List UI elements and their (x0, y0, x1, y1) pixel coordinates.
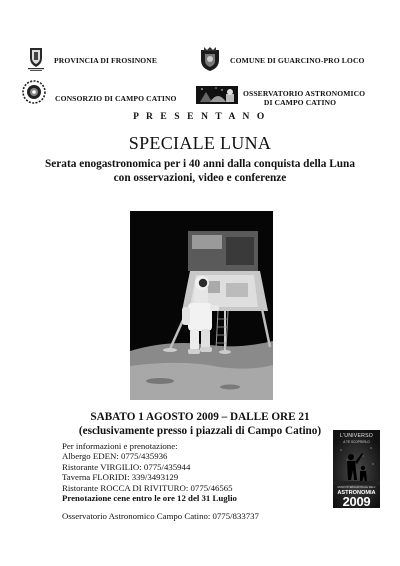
osservatorio-label (243, 89, 366, 107)
badge-year: 2009 (342, 494, 371, 508)
badge-astronomia: ASTRONOMIA (337, 490, 376, 496)
event-place: (esclusivamente presso i piazzali di Campo Catino) (78, 425, 322, 437)
contact-line: Ristorante ROCCA DI RIVITURO: 0775/46565 (62, 482, 233, 493)
observatory-contact: Osservatorio Astronomico Campo Catino: 0775/833737 (62, 511, 259, 522)
osservatorio-emblem-icon (196, 84, 238, 106)
contact-line: Albergo EDEN: 0775/435936 (62, 451, 168, 462)
event-title: SPECIALE LUNA (128, 133, 272, 153)
osservatorio-label-line1: OSSERVATORIO ASTRONOMICO (243, 89, 366, 98)
event-subtitle (0, 157, 400, 185)
event-date: SABATO 1 AGOSTO 2009 – DALLE ORE 21 (90, 411, 310, 423)
contact-line: Ristorante VIRGILIO: 0775/435944 (62, 461, 191, 472)
provincia-label: PROVINCIA DI FROSINONE (54, 56, 158, 65)
booking-note: Prenotazione cene entro le ore 12 del 31 Luglio (62, 493, 237, 504)
consorzio-label: CONSORZIO DI CAMPO CATINO (55, 94, 177, 103)
contact-info (62, 441, 302, 522)
comune-crest-icon (198, 46, 222, 72)
contact-line: Taverna FLORIDI: 339/3493129 (62, 472, 179, 483)
osservatorio-label-line2: DI CAMPO CATINO (263, 98, 337, 107)
astronaut-on-moon-photo (130, 211, 273, 400)
info-intro: Per informazioni e prenotazione: (62, 441, 178, 451)
badge-line1: L'UNIVERSO (340, 433, 373, 439)
event-subtitle-line1: Serata enogastronomica per i 40 anni dalla conquista della Luna (45, 158, 355, 170)
badge-small-text: ANNO INTERNAZIONALE DELL' (337, 486, 376, 489)
comune-label: COMUNE DI GUARCINO-PRO LOCO (230, 56, 365, 65)
badge-line2: A TE SCOPRIRLO (343, 440, 370, 444)
presentano-heading: P R E S E N T A N O (133, 112, 267, 122)
event-subtitle-line2: con osservazioni, video e conferenze (113, 172, 287, 184)
astronomy-2009-badge (333, 430, 380, 508)
consorzio-sun-emblem-icon (22, 80, 46, 104)
provincia-coat-of-arms-icon (26, 46, 46, 72)
